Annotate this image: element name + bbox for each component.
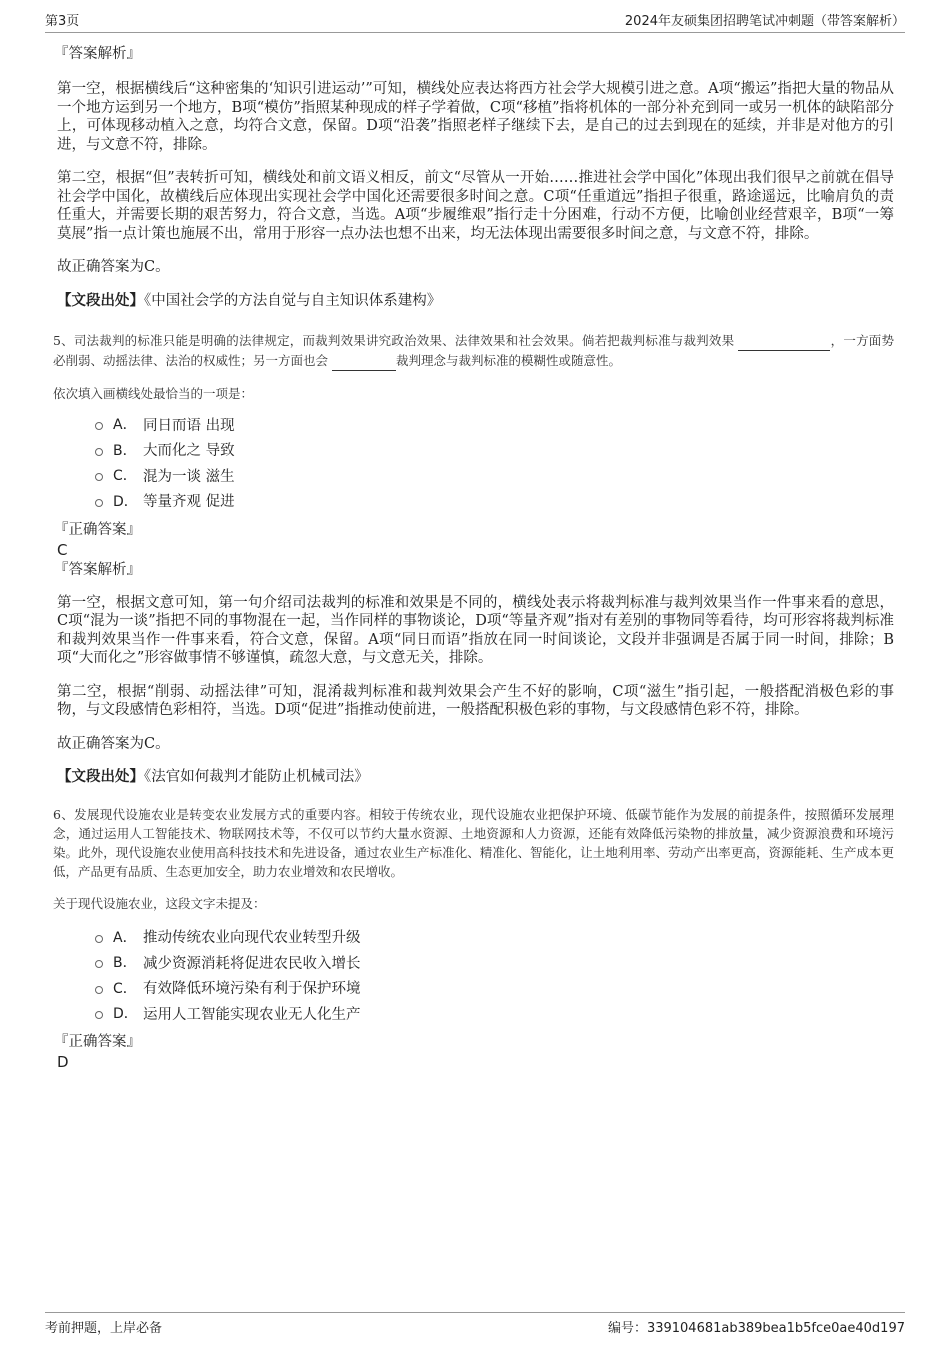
document-id: 编号：339104681ab389bea1b5fce0ae40d197 xyxy=(607,1321,905,1336)
document-title: 2024年友硕集团招聘笔试冲刺题（带答案解析） xyxy=(624,14,905,29)
radio-icon[interactable] xyxy=(95,499,103,507)
option-a[interactable]: A． 同日而语 出现 xyxy=(95,412,894,438)
analysis-label: 『答案解析』 xyxy=(54,46,141,62)
analysis-paragraph: 第二空，根据“但”表转折可知，横线处和前文语义相反，前文“尽管从一开始……推进社会学中国化”体现出我们很早之前就在倡导社会学中国化，故横线后应体现出实现社会学中国化还需要很多时间之意。C项“任重道远”指担子很重，路途遥远，比喻肩负的责任重大，并需要长期的艰苦努力，符合文意，当选。A项“步履维艰”指行走十分困难，行动不方便，比喻创业经营艰辛，B项“一筹莫展”指一点计策也施展不出，常用于形容一点办法也想不出来，均无法体现出需要很多时间之意，与文意不符，排除。 xyxy=(57,170,894,242)
analysis-label: 『答案解析』 xyxy=(54,561,141,578)
radio-icon[interactable] xyxy=(95,960,103,968)
option-b[interactable]: B． 减少资源消耗将促进农民收入增长 xyxy=(95,950,894,976)
question-prompt: 依次填入画横线处最恰当的一项是： xyxy=(53,385,254,401)
correct-answer: D xyxy=(57,1053,69,1071)
option-c[interactable]: C． 混为一谈 滋生 xyxy=(95,463,894,489)
radio-icon[interactable] xyxy=(95,1011,103,1019)
source-title: 《法官如何裁判才能防止机械司法》 xyxy=(144,769,369,785)
question-text: 6、发展现代设施农业是转变农业发展方式的重要内容。相较于传统农业，现代设施农业把保护环境、低碳节能作为发展的前提条件，按照循环发展理念，通过运用人工智能技术、物联网技术等，不仅可以节约大量水资源、土地资源和人力资源，还能有效降低污染物的排放量，减少资源浪费和环境污染。此外，现代设施农业使用高科技技术和先进设备，通过农业生产标准化、精准化、智能化，让土地利用率、劳动产出率更高，资源能耗、生产成本更低，产品更有品质、生态更加安全，助力农业增效和农民增收。 xyxy=(53,807,894,879)
option-b[interactable]: B． 大而化之 导致 xyxy=(95,437,894,463)
analysis-paragraph: 第一空，根据横线后“这种密集的‘知识引进运动’”可知，横线处应表达将西方社会学大规模引进之意。A项“搬运”指把大量的物品从一个地方运到另一个地方，B项“模仿”指照某种现成的样子学着做，C项“移植”指将机体的一部分补充到同一或另一机体的缺陷部分上，可体现移动植入之意，均符合文意，保留。D项“沿袭”指照老样子继续下去，是自己的过去到现在的延续，并非是对他方的引进，与文意不符，排除。 xyxy=(57,81,894,153)
radio-icon[interactable] xyxy=(95,422,103,430)
source-line xyxy=(57,291,894,311)
question-prompt: 关于现代设施农业，这段文字未提及： xyxy=(53,896,266,911)
fill-blank xyxy=(332,351,396,371)
radio-icon[interactable] xyxy=(95,935,103,943)
page-number: 第3页 xyxy=(45,14,80,29)
answer-label: 『正确答案』 xyxy=(54,521,141,538)
correct-answer: C xyxy=(57,540,68,559)
conclusion: 故正确答案为C。 xyxy=(57,259,170,275)
conclusion: 故正确答案为C。 xyxy=(57,735,170,752)
option-d[interactable]: D． 等量齐观 促进 xyxy=(95,488,894,514)
analysis-paragraph: 第二空，根据“削弱、动摇法律”可知，混淆裁判标准和裁判效果会产生不好的影响，C项“滋生”指引起，一般搭配消极色彩的事物，与文段感情色彩相符，当选。D项“促进”指推动使前进，一般搭配积极色彩的事物，与文段感情色彩不符，排除。 xyxy=(57,683,894,718)
option-a[interactable]: A． 推动传统农业向现代农业转型升级 xyxy=(95,924,894,950)
page-header xyxy=(45,12,905,33)
radio-icon[interactable] xyxy=(95,986,103,994)
source-label: 【文段出处】 xyxy=(57,768,144,785)
footer-slogan: 考前押题，上岸必备 xyxy=(45,1321,163,1336)
source-line xyxy=(57,767,894,787)
source-label: 【文段出处】 xyxy=(57,291,144,309)
option-c[interactable]: C． 有效降低环境污染有利于保护环境 xyxy=(95,975,894,1001)
radio-icon[interactable] xyxy=(95,473,103,481)
page-footer xyxy=(45,1312,905,1335)
analysis-paragraph: 第一空，根据文意可知，第一句介绍司法裁判的标准和效果是不同的，横线处表示将裁判标准与裁判效果当作一件事来看的意思，C项“混为一谈”指把不同的事物混在一起，当作同样的事物谈论，D项“等量齐观”指对有差别的事物同等看待，均可形容将裁判标准和裁判效果当作一件事来看，符合文意，保留。A项“同日而语”指放在同一时间谈论，文段并非强调是否属于同一时间，排除；B项“大而化之”形容做事情不够谨慎，疏忽大意，与文意无关，排除。 xyxy=(57,594,894,666)
option-list xyxy=(95,412,894,514)
option-d[interactable]: D． 运用人工智能实现农业无人化生产 xyxy=(95,1001,894,1027)
question-text: 5、司法裁判的标准只能是明确的法律规定，而裁判效果讲究政治效果、法律效果和社会效果。倘若把裁判标准与裁判效果 ，一方面势必削弱、动摇法律、法治的权威性；另一方面也会 裁判理念与裁判标准的模糊性或随意性。 xyxy=(53,331,894,371)
fill-blank xyxy=(738,331,830,351)
page-content xyxy=(53,44,894,1072)
source-title: 《中国社会学的方法自觉与自主知识体系建构》 xyxy=(144,292,442,309)
radio-icon[interactable] xyxy=(95,448,103,456)
answer-label: 『正确答案』 xyxy=(54,1034,141,1050)
option-list xyxy=(95,924,894,1026)
